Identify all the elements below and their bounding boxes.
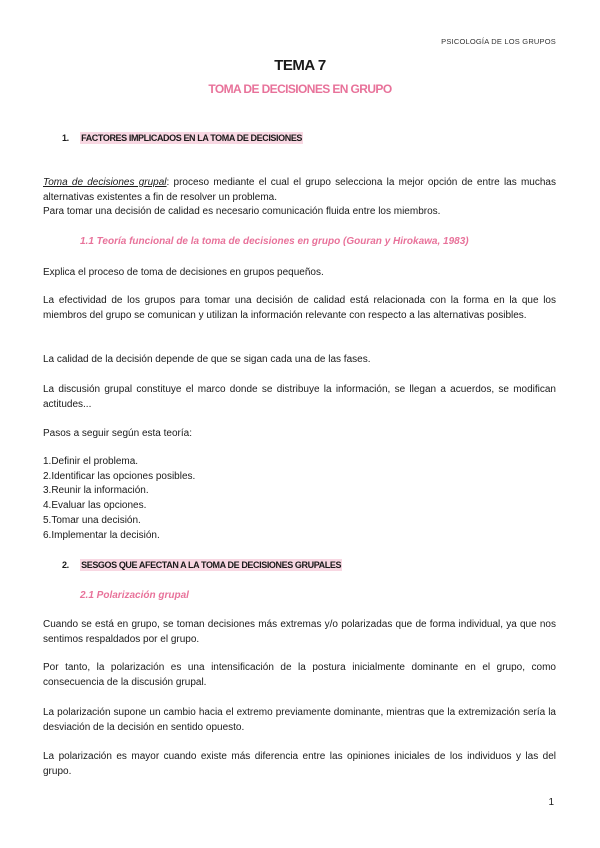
running-header: PSICOLOGÍA DE LOS GRUPOS xyxy=(441,37,556,46)
paragraph: Pasos a seguir según esta teoría: xyxy=(43,428,192,439)
intro-line-2: Para tomar una decisión de calidad es necesario comunicación fluida entre los miembros. xyxy=(43,206,441,217)
paragraph: La discusión grupal constituye el marco donde se distribuye la información, se llegan a acuerdos, se modifican actitudes... xyxy=(43,384,556,410)
subsection-heading-2-1: 2.1 Polarización grupal xyxy=(80,590,189,601)
paragraph: Cuando se está en grupo, se toman decisiones más extremas y/o polarizadas que de forma individual, ya que nos sentimos respaldados por el grupo. xyxy=(43,619,556,645)
section-title: FACTORES IMPLICADOS EN LA TOMA DE DECISIONES xyxy=(81,133,303,143)
paragraph: Explica el proceso de toma de decisiones en grupos pequeños. xyxy=(43,267,324,278)
paragraph: La calidad de la decisión depende de que se sigan cada una de las fases. xyxy=(43,354,371,365)
intro-paragraph xyxy=(43,176,556,220)
definition-text: : proceso mediante el cual el grupo selecciona la mejor opción de entre las muchas alternativas existentes a fin de resolver un problema. xyxy=(43,177,556,203)
page-subtitle: TOMA DE DECISIONES EN GRUPO xyxy=(208,82,392,96)
section-heading-1 xyxy=(62,133,303,143)
list-item: 6.Implementar la decisión. xyxy=(43,529,160,541)
definition-term: Toma de decisiones grupal xyxy=(43,177,167,188)
paragraph: La efectividad de los grupos para tomar una decisión de calidad está relacionada con la forma en la que los miembros del grupo se comunican y utilizan la información relevante con respecto a las alternativas posibles. xyxy=(43,295,556,321)
list-item: 1.Definir el problema. xyxy=(43,456,139,467)
list-item: 4.Evaluar las opciones. xyxy=(43,500,147,512)
list-item: 5.Tomar una decisión. xyxy=(43,514,141,526)
steps-list xyxy=(43,455,195,543)
page-title: TEMA 7 xyxy=(274,57,326,74)
section-number: 2. xyxy=(62,560,69,570)
subsection-heading-1-1: 1.1 Teoría funcional de la toma de decisiones en grupo (Gouran y Hirokawa, 1983) xyxy=(80,236,469,247)
page-number: 1 xyxy=(548,797,554,808)
list-item: 3.Reunir la información. xyxy=(43,485,149,497)
paragraph: Por tanto, la polarización es una intensificación de la postura inicialmente dominante en el grupo, como consecuencia de la discusión grupal. xyxy=(43,662,556,688)
list-item: 2.Identificar las opciones posibles. xyxy=(43,470,196,482)
paragraph: La polarización supone un cambio hacia el extremo previamente dominante, mientras que la extremización sería la desviación de la decisión en sentido opuesto. xyxy=(43,707,556,733)
paragraph: La polarización es mayor cuando existe más diferencia entre las opiniones iniciales de los individuos y las del grupo. xyxy=(43,751,556,777)
section-heading-2 xyxy=(62,560,342,570)
section-title: SESGOS QUE AFECTAN A LA TOMA DE DECISIONES GRUPALES xyxy=(81,560,342,570)
section-number: 1. xyxy=(62,133,69,143)
